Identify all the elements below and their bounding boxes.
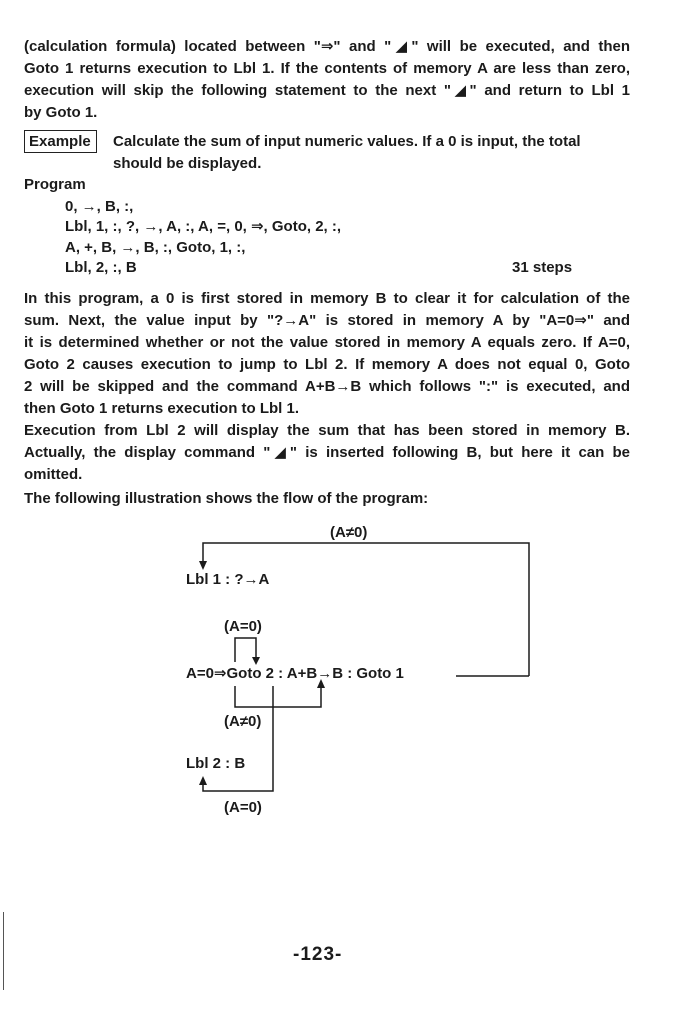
program-steps: 31 steps — [512, 259, 573, 276]
skip-bracket — [235, 684, 321, 707]
intro-line: by Goto 1. — [24, 104, 98, 121]
jump-line-lbl2 — [203, 686, 273, 791]
explanation-line: omitted. — [24, 466, 83, 483]
explanation-line: then Goto 1 returns execution to Lbl 1. — [24, 400, 300, 417]
condition-label: (A=0) — [224, 799, 262, 816]
condition-label: (A≠0) — [224, 713, 262, 730]
explanation-line: it is determined whether or not the value stored in memory A equals zero. If A=0, — [24, 334, 630, 351]
arrow-up-lbl2 — [199, 776, 207, 785]
explanation-line: In this program, a 0 is first stored in memory B to clear it for calculation of the — [24, 290, 630, 307]
margin-mark — [3, 912, 4, 990]
example-label: Example — [24, 130, 97, 153]
explanation-line: Goto 2 causes execution to jump to Lbl 2. If memory A does not equal 0, Goto — [24, 356, 630, 373]
program-code-line: Lbl, 1, :, ?, →, A, :, A, =, 0, ⇒, Goto, 2, :, — [65, 218, 342, 235]
loop-line-top — [203, 543, 529, 676]
intro-line: execution will skip the following statement to the next "◢" and return to Lbl 1 — [24, 82, 630, 99]
intro-line: Goto 1 returns execution to Lbl 1. If the contents of memory A are less than zero, — [24, 60, 630, 77]
main-statement: A=0⇒Goto 2 : A+B→B : Goto 1 — [186, 665, 404, 682]
example-line: should be displayed. — [113, 155, 262, 172]
example-line: Calculate the sum of input numeric values. If a 0 is input, the total — [113, 133, 581, 150]
condition-label: (A≠0) — [330, 524, 368, 541]
lbl1-statement: Lbl 1 : ?→A — [186, 571, 270, 588]
program-code-line: A, +, B, →, B, :, Goto, 1, :, — [65, 239, 246, 256]
program-label: Program — [24, 176, 86, 193]
explanation-line: sum. Next, the value input by "?→A" is stored in memory A by "A=0⇒" and — [24, 312, 630, 329]
arrow-down-lbl1 — [199, 561, 207, 570]
intro-line: (calculation formula) located between "⇒" and "◢" will be executed, and then — [24, 38, 630, 55]
lbl2-statement: Lbl 2 : B — [186, 755, 246, 772]
explanation-line: Actually, the display command "◢" is inserted following B, but here it can be — [24, 444, 630, 461]
explanation-line: Execution from Lbl 2 will display the sum that has been stored in memory B. — [24, 422, 630, 439]
program-code-line: Lbl, 2, :, B — [65, 259, 137, 276]
explanation-line: 2 will be skipped and the command A+B→B which follows ":" is executed, and — [24, 378, 630, 395]
program-code-line: 0, →, B, :, — [65, 198, 134, 215]
page-number: -123- — [293, 944, 343, 965]
condition-label: (A=0) — [224, 618, 262, 635]
illustration-intro-text: The following illustration shows the flow of the program: — [24, 490, 429, 507]
